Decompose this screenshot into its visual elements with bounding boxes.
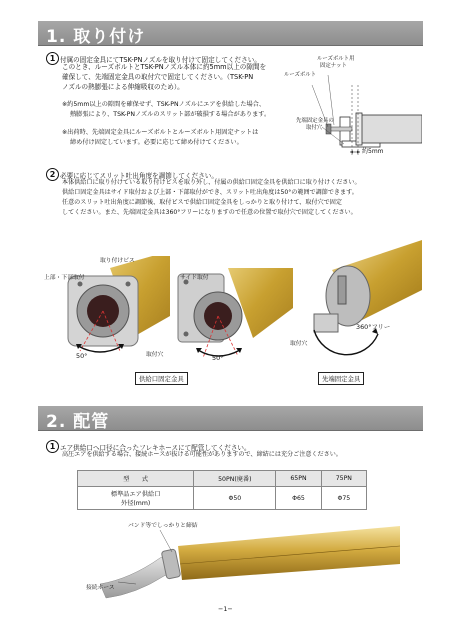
step3-line-1: 1 エア供給口へ口径に合ったフレキホースにて配管してください。 [46,440,251,453]
section-title: 2. 配管 [46,412,110,432]
angle-label-a: 50° [76,352,88,360]
side-mount-label: サイド取付 [180,275,209,281]
note1-line-2: 熱膨張により、TSK-PNノズルのスリット部が破損する場合があります。 [70,111,271,118]
table-cell: Φ65 [276,487,321,510]
step2-line-3: 供給口固定金具はサイド取付および上部・下部取付ができ、スリット吐出角度は50°の範囲で調節できます。 [62,189,358,196]
step-number: 1 [46,52,59,65]
table-cell: Φ50 [194,487,276,510]
step-number: 1 [46,440,59,453]
photo-side-mount [168,268,298,368]
free-rotation-label: 360°フリー [356,323,391,331]
table-cell: Φ75 [321,487,366,510]
gap-label: 約5mm [362,148,384,155]
section-title: 1. 取り付け [46,27,146,47]
caption-supply-fitting: 供給口固定金具 [135,372,188,385]
angle-label-b: 50° [212,354,224,362]
photo-hose-connection [100,524,400,604]
spec-table [77,470,367,510]
table-row-label: 標準品エア供給口 外径(mm) [78,487,194,510]
section-header-piping [38,406,423,431]
photo-end-fitting [292,240,422,360]
table-header-cell: 50PN(廃番) [194,471,276,487]
screw-label: 取り付けビス [100,258,135,264]
step1-line-2: このとき、ルーズボルトとTSK-PNノズル本体に約5mm以上の隙間を [62,63,267,71]
step2-line-4: 任意のスリット吐出角度に調節後、取付ビスで供給口固定金具をしっかりと取り付けて、取付穴で固定 [62,199,342,206]
table-header-cell: 75PN [321,471,366,487]
step2-line-1: 2 必要に応じてスリット吐出角度を調節してください。 [46,168,218,181]
step2-line-5: してください。また、先端固定金具は360°フリーになりますので任意の位置で取付穴で固定してください。 [62,209,357,216]
hole-label-1: 先端固定金具の [296,118,334,124]
note1-line-1: ※約5mm以上の隙間を確保せず、TSK-PNノズルにエアを供給した場合、 [62,101,266,108]
caption-end-fitting: 先端固定金具 [318,372,364,385]
step-number: 2 [46,168,59,181]
nut-label-2: 固定ナット [320,63,347,69]
table-header-cell: 型 式 [78,471,194,487]
hose-label: 接続ホース [86,585,115,591]
end-fitting-diagram [300,55,422,165]
table-header-cell: 65PN [276,471,321,487]
end-hole-label: 取付穴 [290,341,308,347]
step1-line-1: 1 付属の固定金具にてTSK-PNノズルを取り付けて固定してください。 [46,52,261,65]
step3-line-2: 高圧エアを供給する場合、接続ホースが抜ける可能性がありますので、締結には充分ご注意ください。 [62,451,342,458]
bolt-label: ルーズボルト [284,72,317,78]
section-header-installation [38,21,423,46]
step2-line-2: 本体供給口に取り付けている取り付けビスを取り外し、付属の供給口固定金具を供給口に取り付けください。 [62,179,361,186]
note2-line-2: 締め付け固定しています。必要に応じて締め付けてください。 [70,139,243,146]
note2-line-1: ※出荷時、先端固定金具にルーズボルトとルーズボルト用固定ナットは [62,129,259,136]
step1-line-3: 確保して、先端固定金具の取付穴で固定してください。（TSK-PN [62,73,254,81]
step1-line-4: ノズルの熱膨張による伸縮吸収のため）。 [62,83,184,91]
hole-label-2: 取付穴 [306,125,323,131]
table-row [78,487,367,510]
band-label: バンド等でしっかりと締結 [128,523,198,529]
mount-hole-label: 取付穴 [146,352,164,358]
top-bottom-mount-label: 上部・下部取付 [44,275,85,281]
table-header-row [78,471,367,487]
nut-label-1: ルーズボルト用 [317,56,355,62]
page-number: −1− [218,605,233,613]
